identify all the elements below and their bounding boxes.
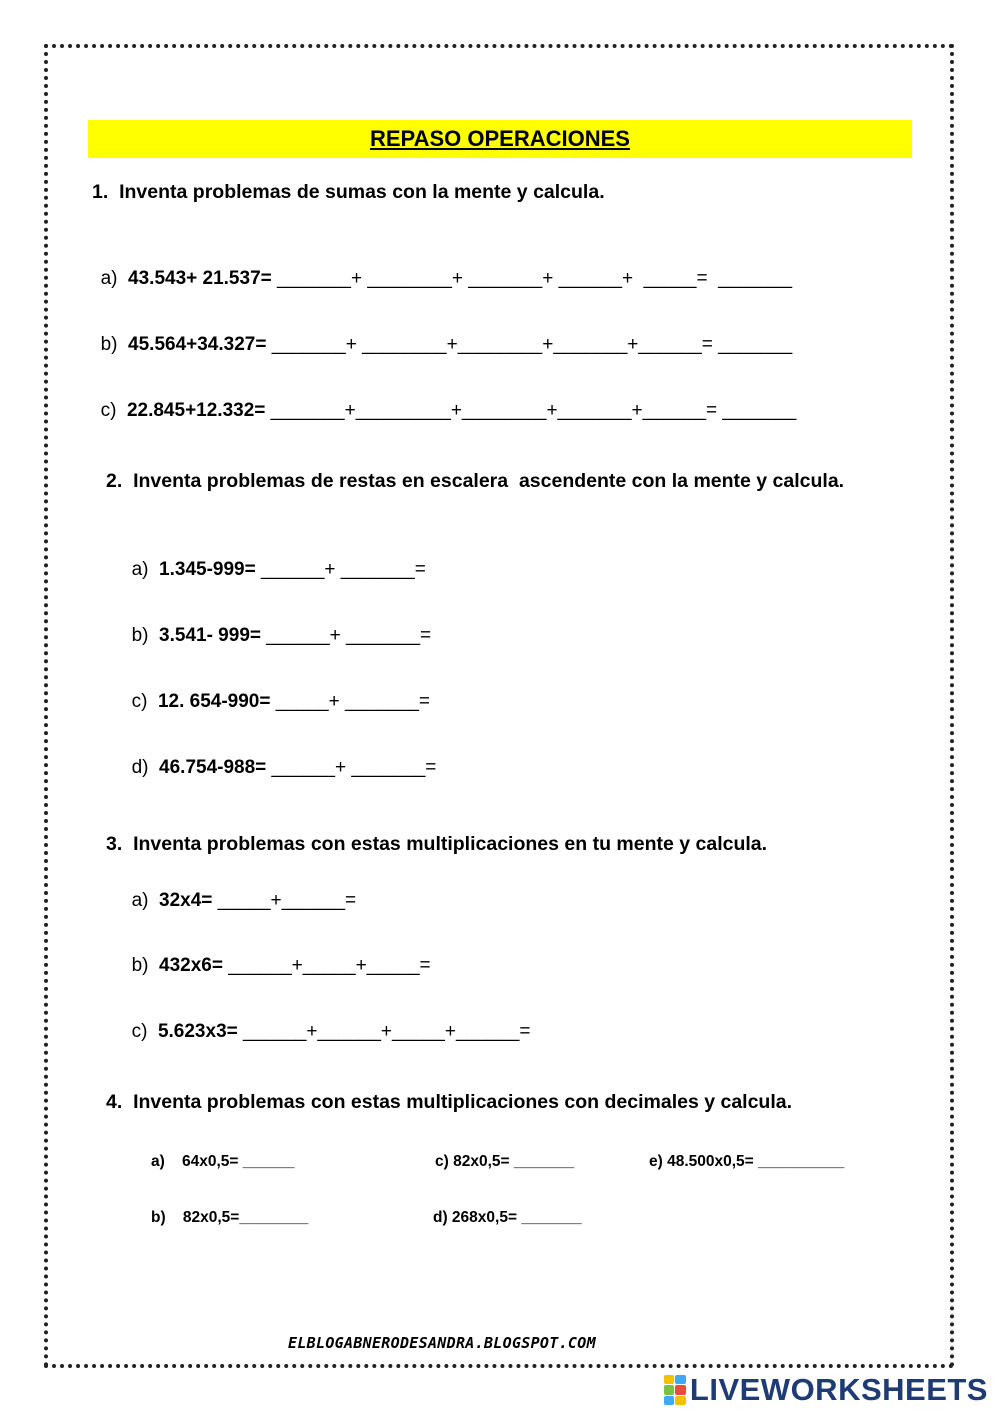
answer-blanks[interactable]: ______+ _______= [266, 757, 437, 778]
item-expression: 45.564+34.327= [128, 334, 267, 355]
item-expression: 1.345-999= [159, 559, 256, 580]
brand-name: LIVEWORKSHEETS [689, 1372, 988, 1407]
section-2-item-d [121, 735, 436, 779]
item-expression: 12. 654-990= [157, 691, 271, 712]
title-banner [88, 120, 912, 158]
section-4-item-e[interactable]: e) 48.500x0,5= __________ [649, 1153, 845, 1170]
item-expression: 43.543+ 21.537= [128, 268, 272, 289]
item-label: a) [100, 268, 118, 289]
answer-blanks[interactable]: _____+______= [212, 890, 357, 911]
footer-url: ELBLOGABNERODESANDRA.BLOGSPOT.COM [288, 1334, 596, 1352]
page-title: REPASO OPERACIONES [370, 126, 630, 151]
section-1-item-a [90, 246, 792, 290]
item-label: c) [131, 691, 148, 712]
answer-blanks[interactable]: _______+_________+________+_______+______= _______ [265, 400, 797, 421]
item-label: d) [131, 757, 149, 778]
section-4-item-d[interactable]: d) 268x0,5= _______ [433, 1209, 582, 1226]
section-3-item-b [121, 933, 431, 977]
item-label: b) [100, 334, 118, 355]
liveworksheets-logo-icon [664, 1375, 686, 1405]
item-label: a) [131, 559, 149, 580]
item-label: c) [100, 400, 117, 421]
section-4-heading: 4. Inventa problemas con estas multiplicaciones con decimales y calcula. [106, 1091, 793, 1113]
section-2-heading: 2. Inventa problemas de restas en escalera ascendente con la mente y calcula. [106, 470, 845, 492]
item-expression: 3.541- 999= [159, 625, 261, 646]
section-4-item-b[interactable]: b) 82x0,5=________ [151, 1209, 309, 1226]
section-3-item-a [121, 868, 356, 912]
section-2-item-c [121, 669, 430, 713]
section-1-item-c [90, 378, 796, 422]
item-expression: 22.845+12.332= [126, 400, 266, 421]
section-2-item-b [121, 603, 431, 647]
section-1-heading: 1. Inventa problemas de sumas con la mente y calcula. [92, 181, 605, 203]
section-3-item-c [121, 999, 530, 1043]
answer-blanks[interactable]: _______+ ________+ _______+ ______+ _____= _______ [271, 268, 793, 289]
item-expression: 432x6= [159, 955, 223, 976]
section-2-item-a [121, 537, 426, 581]
section-1-item-b [90, 312, 792, 356]
answer-blanks[interactable]: ______+______+_____+______= [237, 1021, 531, 1042]
item-label: a) [131, 890, 149, 911]
answer-blanks[interactable]: ______+ _______= [255, 559, 426, 580]
item-label: b) [131, 955, 149, 976]
brand-watermark [664, 1372, 988, 1408]
answer-blanks[interactable]: ______+ _______= [260, 625, 432, 646]
section-3-heading: 3. Inventa problemas con estas multiplicaciones en tu mente y calcula. [106, 833, 768, 855]
answer-blanks[interactable]: ______+_____+_____= [222, 955, 431, 976]
item-label: b) [131, 625, 149, 646]
item-expression: 5.623x3= [157, 1021, 238, 1042]
answer-blanks[interactable]: _______+ ________+________+_______+______= _______ [266, 334, 793, 355]
section-4-item-c[interactable]: c) 82x0,5= _______ [435, 1153, 575, 1170]
item-expression: 46.754-988= [159, 757, 267, 778]
item-expression: 32x4= [159, 890, 213, 911]
answer-blanks[interactable]: _____+ _______= [270, 691, 431, 712]
item-label: c) [131, 1021, 148, 1042]
section-4-item-a[interactable]: a) 64x0,5= ______ [151, 1153, 295, 1170]
